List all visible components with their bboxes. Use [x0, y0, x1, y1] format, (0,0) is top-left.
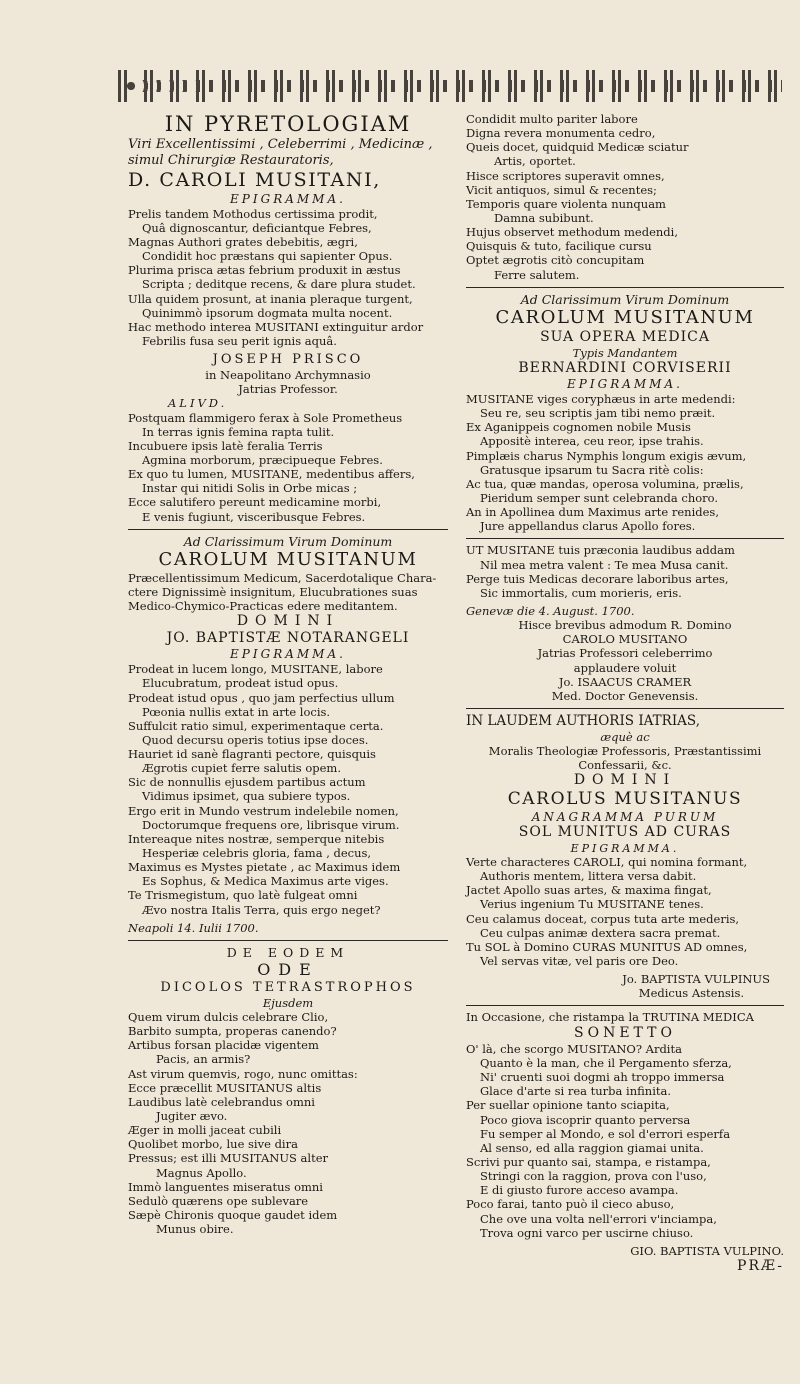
dicolos-label: DICOLOS TETRASTROPHOS — [160, 979, 416, 995]
ad-clarissimum-1: Ad Clarissimum Virum Dominum — [183, 533, 393, 549]
verse-line: Per suellar opinione tanto sciapita, — [466, 1098, 670, 1113]
verse-line: Medico-Chymico-Practicas edere meditantem. — [128, 598, 398, 613]
verse-line: Te Trismegistum, quo latè fulgeat omni — [128, 888, 358, 903]
verse-line: Condidit hoc præstans qui sapienter Opus. — [142, 249, 393, 264]
verse-line: Tu SOL à Domino CURAS MUNITUS AD omnes, — [466, 939, 748, 954]
ode-poem — [128, 1010, 448, 1236]
verse-line: Quod decursu operis totius ipse doces. — [142, 732, 369, 747]
typis-mandantem: Typis Mandantem — [572, 345, 678, 360]
ad-clarissimum-2: Ad Clarissimum Virum Dominum — [520, 291, 730, 307]
heading: IN PYRETOLOGIAM — [164, 112, 412, 136]
verse-line: ctere Dignissimè insignitum, Elucubrationes suas — [128, 584, 418, 599]
verse-line: Condidit multo pariter labore — [466, 112, 638, 126]
epigram-label-4: EPIGRAMMA. — [570, 841, 680, 855]
verse-line: Laudibus latè celebrandus omni — [128, 1094, 315, 1109]
verse-line: Verte characteres CAROLI, qui nomina formant, — [466, 855, 748, 870]
verse-line: Quinimmò ipsorum dogmata multa nocent. — [142, 305, 393, 320]
verse-line: In terras ignis femina rapta tulit. — [142, 424, 335, 439]
verse-line: UT MUSITANE tuis præconia laudibus addam — [466, 543, 735, 558]
verse-line: Sedulò quærens ope sublevare — [128, 1193, 309, 1208]
rule — [466, 708, 784, 709]
verse-line: Ast virum quemvis, rogo, nunc omittas: — [128, 1066, 358, 1081]
verse-line: Authoris mentem, littera versa dabit. — [480, 869, 697, 884]
verse-line: Sæpè Chironis quoque gaudet idem — [128, 1208, 338, 1223]
signature-prisco-line-2: in Neapolitano Archymnasio — [205, 368, 371, 383]
verse-line: Che ove una volta nell'errori v'inciampa, — [480, 1211, 717, 1226]
verse-line: Stringi con la raggion, prova con l'uso, — [480, 1169, 707, 1184]
verse-line: Quisquis & tuto, facilique cursu — [466, 239, 652, 254]
sua-opera-medica: SUA OPERA MEDICA — [540, 328, 710, 345]
verse-line: Scripta ; deditque recens, & dare plura studet. — [142, 277, 416, 292]
name-musitanum-2: CAROLUM MUSITANUM — [495, 307, 755, 329]
verse-line: Ferre salutem. — [494, 267, 580, 282]
hisce-block — [466, 618, 784, 675]
verse-line: Prodeat istud opus , quo jam perfectius ullum — [128, 690, 395, 705]
in-laudem: IN LAUDEM AUTHORIS IATRIAS, — [466, 712, 700, 729]
rule — [128, 529, 448, 530]
signature-prisco-line-3: Jatrias Professor. — [238, 382, 338, 397]
verse-line: Ævo nostra Italis Terra, quis ergo neget? — [142, 902, 381, 917]
verse-line: Prelis tandem Mothodus certissima prodit, — [128, 206, 378, 221]
verse-line: Al senso, ed alla raggion giamai unita. — [480, 1140, 704, 1155]
verse-line: Digna revera monumenta cedro, — [466, 126, 656, 141]
verse-line: Jure appellandus clarus Apollo fores. — [480, 519, 696, 534]
right-column — [466, 112, 784, 1275]
verse-line: Vel servas vitæ, vel paris ore Deo. — [480, 954, 679, 969]
verse-line: Doctorumque frequens ore, librisque virum. — [142, 817, 400, 832]
verse-line: applaudere voluit — [573, 660, 677, 675]
verse-line: Perge tuis Medicas decorare laboribus artes, — [466, 571, 729, 586]
verse-line: E di giusto furore acceso avampa. — [480, 1183, 679, 1198]
signature-cramer-title: Med. Doctor Genevensis. — [551, 688, 699, 703]
verse-line: Æger in molli jaceat cubili — [128, 1123, 282, 1138]
verse-line: Sic de nonnullis ejusdem partibus actum — [128, 775, 366, 790]
epigram-label-3: EPIGRAMMA. — [567, 377, 683, 392]
verse-line: Poco farai, tanto può il cieco abuso, — [466, 1197, 675, 1212]
verse-line: Instar qui nitidi Solis in Orbe micas ; — [142, 481, 358, 496]
sonetto-label: SONETTO — [574, 1024, 676, 1041]
date-neapoli: Neapoli 14. Iulii 1700. — [128, 920, 259, 935]
verse-line: Magnus Apollo. — [156, 1165, 247, 1180]
catchword: PRÆ- — [737, 1257, 784, 1274]
verse-line: Fu semper al Mondo, e sol d'errori esperfa — [480, 1126, 731, 1141]
rule — [466, 287, 784, 288]
verse-line: Ecce salutifero pereunt medicamine morbi, — [128, 495, 382, 510]
verse-line: Elucubratum, prodeat istud opus. — [142, 676, 339, 691]
verse-line: Hauriet id sanè flagranti pectore, quisquis — [128, 747, 376, 762]
signature-vulpinus: Jo. BAPTISTA VULPINUS — [622, 972, 770, 987]
verse-line: Pieridum semper sunt celebranda choro. — [480, 490, 719, 505]
anagram-poem — [466, 855, 784, 968]
epigram-1 — [128, 207, 448, 348]
verse-line: Pimplæis charus Nymphis longum exigis ævum, — [466, 448, 747, 463]
verse-line: An in Apollinea dum Maximus arte renides, — [466, 505, 719, 520]
epigram-2 — [128, 411, 448, 524]
verse-line: CAROLO MUSITANO — [562, 632, 688, 647]
verse-line: Optet ægrotis citò concupitam — [466, 253, 645, 268]
verse-line: Pœonia nullis extat in arte locis. — [142, 704, 331, 719]
verse-line: Præcellentissimum Medicum, Sacerdotalique Chara- — [128, 570, 437, 585]
subheading-line-2: simul Chirurgiæ Restauratoris, — [128, 153, 334, 169]
name-musitanum-1: CAROLUM MUSITANUM — [158, 549, 418, 571]
verse-line: Artibus forsan placidæ vigentem — [128, 1038, 319, 1053]
verse-line: Immò languentes miseratus omni — [128, 1179, 323, 1194]
verse-line: E venis fugiunt, visceribusque Febres. — [142, 509, 366, 524]
verse-line: Febrilis fusa seu perit ignis aquâ. — [142, 333, 337, 348]
verse-line: Postquam flammigero ferax à Sole Prometheus — [128, 410, 403, 425]
description-block — [128, 571, 448, 613]
verse-line: Poco giova iscoprir quanto perversa — [480, 1112, 691, 1127]
verse-line: Ex quo tu lumen, MUSITANE, medentibus affers, — [128, 467, 415, 482]
printers-ornament-band — [118, 70, 782, 102]
ut-musitane-poem — [466, 543, 784, 600]
verse-line: Glace d'arte si rea turba infinita. — [480, 1084, 672, 1099]
verse-line: Sic immortalis, cum morieris, eris. — [480, 585, 682, 600]
verse-line: Quolibet morbo, lue sive dira — [128, 1137, 298, 1152]
verse-line: Quem virum dulcis celebrare Clio, — [128, 1010, 329, 1025]
verse-line: Vidimus ipsimet, qua subiere typos. — [142, 789, 351, 804]
verse-line: Barbito sumpta, properas canendo? — [128, 1024, 337, 1039]
verse-line: Ni' cruenti suoi dogmi ah troppo immersa — [480, 1070, 725, 1085]
verse-line: Verius ingenium Tu MUSITANE tenes. — [480, 897, 704, 912]
verse-line: Vicit antiquos, simul & recentes; — [466, 182, 657, 197]
alius-label: ALIVD. — [168, 396, 228, 411]
verse-line: Nil mea metra valent : Te mea Musa canit. — [480, 557, 729, 572]
verse-line: Ulla quidem prosunt, at inania pleraque turgent, — [128, 291, 413, 306]
verse-line: Jugiter ævo. — [156, 1109, 228, 1124]
verse-line: Magnas Authori grates debebitis, ægri, — [128, 234, 358, 249]
verse-line: Ex Aganippeis cognomen nobile Musis — [466, 420, 691, 435]
rule — [128, 940, 448, 941]
verse-line: Trova ogni varco per uscirne chiuso. — [480, 1225, 694, 1240]
signature-vulpinus-title: Medicus Astensis. — [638, 986, 744, 1001]
verse-line: Ecce præcellit MUSITANUS altis — [128, 1080, 322, 1095]
signature-vulpino: GIO. BAPTISTA VULPINO. — [630, 1243, 784, 1258]
verse-line: Ceu calamus doceat, corpus tuta arte mederis, — [466, 911, 740, 926]
verse-line: Queis docet, quidquid Medicæ sciatur — [466, 140, 689, 155]
verse-line: Pressus; est illi MUSITANUS alter — [128, 1151, 329, 1166]
verse-line: Quâ dignoscantur, deficiantque Febres, — [142, 220, 372, 235]
verse-line: Plurima prisca ætas febrium produxit in æstus — [128, 263, 401, 278]
author-notarangeli: JO. BAPTISTÆ NOTARANGELI — [166, 630, 410, 647]
occasione-heading: In Occasione, che ristampa la TRUTINA MEDICA — [466, 1010, 754, 1025]
sonnet — [466, 1042, 784, 1240]
verse-line: Munus obire. — [156, 1222, 234, 1237]
verse-line: Prodeat in lucem longo, MUSITANE, labore — [128, 662, 383, 677]
verse-line: Hac methodo interea MUSITANI extinguitur ardor — [128, 319, 424, 334]
verse-line: O' là, che scorgo MUSITANO? Ardita — [466, 1041, 682, 1056]
domini-label-2: DOMINI — [573, 771, 677, 788]
verse-line: Ac tua, quæ mandas, operosa volumina, prælis, — [466, 476, 744, 491]
verse-line: Scrivi pur quanto sai, stampa, e ristampa, — [466, 1154, 711, 1169]
verse-line: Incubuere ipsis latè feralia Terris — [128, 438, 323, 453]
verse-line: Agmina morborum, præcipueque Febres. — [142, 452, 383, 467]
ejusdem-label: Ejusdem — [262, 995, 314, 1010]
anagramma-purum: ANAGRAMMA PURUM — [531, 809, 719, 824]
signature-cramer: Jo. ISAACUS CRAMER — [558, 674, 692, 689]
verse-line: Suffulcit ratio simul, experimentaque certa. — [128, 718, 384, 733]
signature-prisco: JOSEPH PRISCO — [212, 352, 364, 368]
verse-line: Seu re, seu scriptis jam tibi nemo præit. — [480, 406, 716, 421]
verse-line: Jactet Apollo suas artes, & maxima fingat, — [466, 883, 712, 898]
de-eodem: DE EODEM — [226, 944, 350, 960]
ode-continuation — [466, 112, 784, 282]
ode-label: ODE — [257, 960, 319, 980]
verse-line: Ceu culpas animæ dextera sacra premat. — [480, 925, 721, 940]
domini-label-1: DOMINI — [236, 613, 340, 630]
verse-line: Pacis, an armis? — [156, 1052, 251, 1067]
verse-line: Jatrias Professori celeberrimo — [537, 646, 713, 661]
verse-line: Appositè interea, ceu reor, ipse trahis. — [480, 434, 704, 449]
sol-munitus: SOL MUNITUS AD CURAS — [518, 824, 732, 841]
verse-line: Quanto è la man, che il Pergamento sferza, — [480, 1055, 732, 1070]
verse-line: Hisce scriptores superavit omnes, — [466, 168, 665, 183]
epigram-label-2: EPIGRAMMA. — [230, 647, 346, 662]
verse-line: Ægrotis cupiet ferre salutis opem. — [142, 761, 341, 776]
carolus-musitanus: CAROLUS MUSITANUS — [507, 789, 743, 810]
verse-line: Gratusque ipsarum tu Sacra ritè colis: — [480, 462, 704, 477]
verse-line: Artis, oportet. — [494, 154, 576, 169]
subheading-line-1: Viri Excellentissimi , Celeberrimi , Medicinæ , — [128, 137, 433, 153]
date-genevae: Genevæ die 4. August. 1700. — [466, 603, 635, 618]
verse-line: Temporis quare violenta nunquam — [466, 196, 666, 211]
author-corviserii: BERNARDINI CORVISERII — [518, 360, 732, 377]
moralis-theologiae: Moralis Theologiæ Professoris, Præstantissimi — [488, 743, 762, 758]
verse-line: Es Sophus, & Medica Maximus arte viges. — [142, 874, 389, 889]
verse-line: Ergo erit in Mundo vestrum indelebile nomen, — [128, 803, 399, 818]
verse-line: Hesperiæ celebris gloria, fama , decus, — [142, 846, 372, 861]
verse-line: Hisce brevibus admodum R. Domino — [518, 618, 732, 633]
left-column — [128, 112, 448, 1236]
verse-line: Damna subibunt. — [494, 210, 594, 225]
epigram-label: EPIGRAMMA. — [230, 191, 346, 206]
verse-line: Hujus observet methodum medendi, — [466, 225, 679, 240]
confessarii: Confessarii, &c. — [578, 757, 672, 772]
epigram-3 — [128, 662, 448, 917]
dedicatee: D. CAROLI MUSITANI, — [128, 169, 381, 192]
rule — [466, 538, 784, 539]
epigram-corviserii — [466, 392, 784, 533]
aeque-ac: æquè ac — [600, 729, 650, 744]
verse-line: Intereaque nites nostræ, semperque nitebis — [128, 831, 385, 846]
rule — [466, 1005, 784, 1006]
verse-line: MUSITANE viges coryphæus in arte medendi: — [466, 391, 736, 406]
verse-line: Maximus es Mystes pietate , ac Maximus idem — [128, 860, 401, 875]
